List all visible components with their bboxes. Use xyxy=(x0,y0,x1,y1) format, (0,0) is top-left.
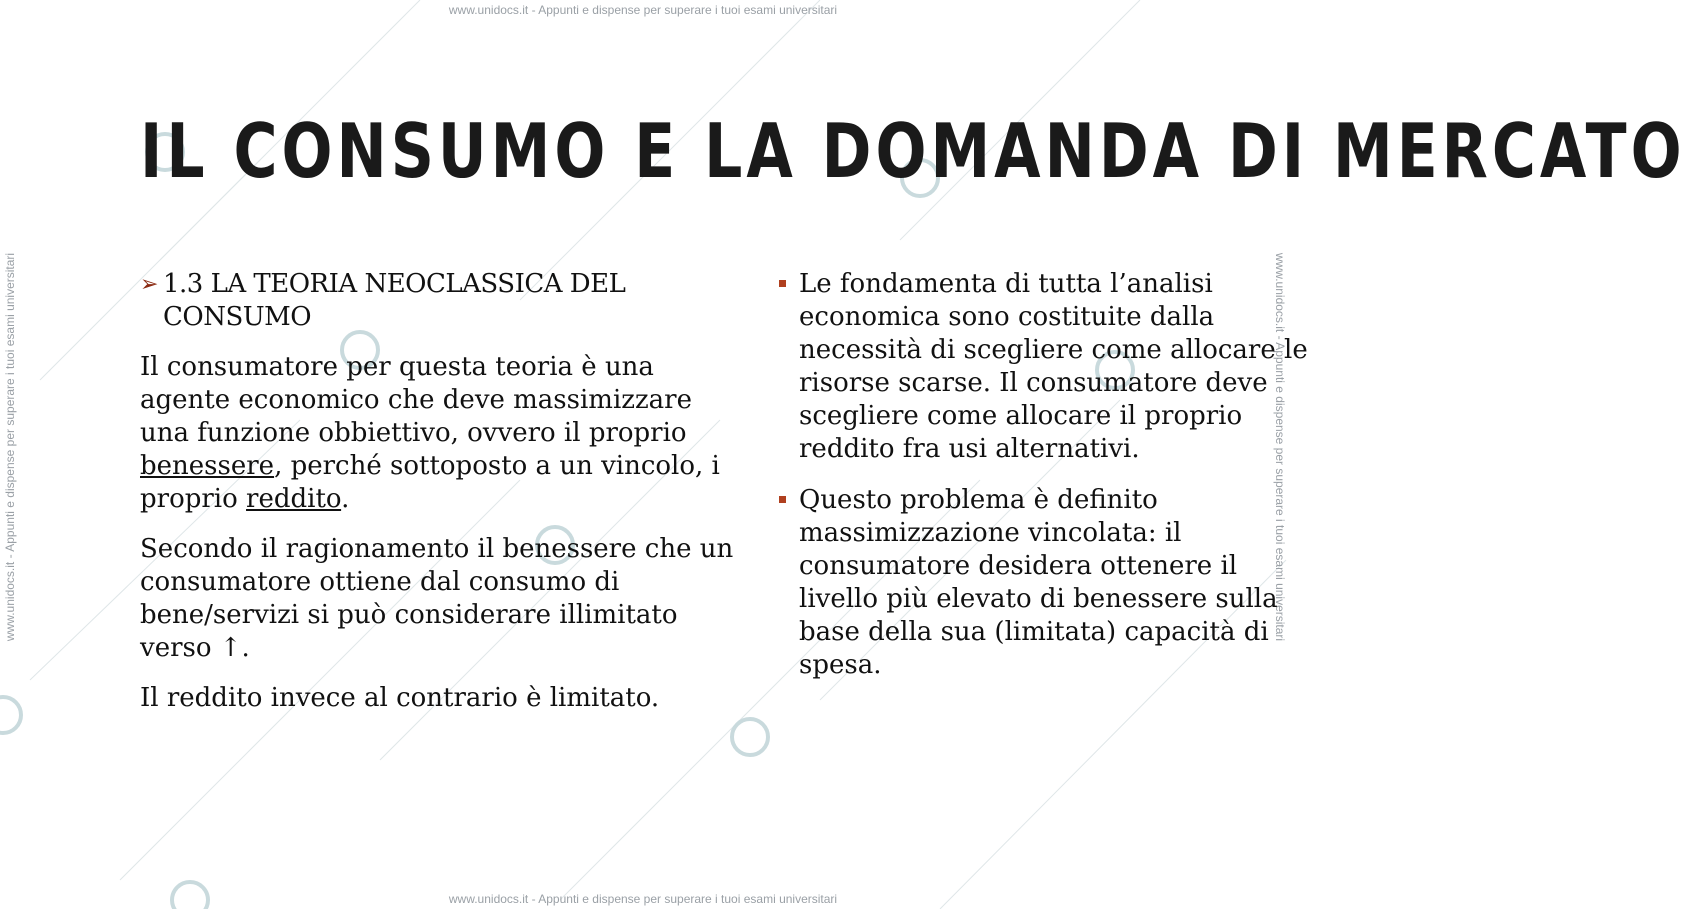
watermark-bottom: www.unidocs.it - Appunti e dispense per superare i tuoi esami universitari xyxy=(448,892,838,906)
watermark-top: www.unidocs.it - Appunti e dispense per superare i tuoi esami universitari xyxy=(448,3,838,17)
bullet-text: Le fondamenta di tutta l’analisi economica sono costituite dalla necessità di scegliere come allocare le risorse scarse. Il consumatore deve scegliere come allocare il proprio reddito fra usi alternativi. xyxy=(799,269,1308,464)
square-bullet-icon xyxy=(779,496,786,503)
bullet-text: Questo problema è definito massimizzazione vincolata: il consumatore desidera ottenere il livello più elevato di benessere sulla base della sua (limitata) capacità di spesa. xyxy=(799,485,1278,680)
watermark-right: www.unidocs.it - Appunti e dispense per superare i tuoi esami universitari xyxy=(1273,252,1287,642)
watermark-left: www.unidocs.it - Appunti e dispense per superare i tuoi esami universitari xyxy=(3,252,17,642)
paragraph-consumer-part1: Il consumatore per questa teoria è una agente economico che deve massimizzare una funzione obbiettivo, ovvero il proprio xyxy=(140,352,692,448)
bullet-item xyxy=(776,484,1319,682)
slide-title: IL CONSUMO E LA DOMANDA DI MERCATO xyxy=(140,108,1686,196)
paragraph-consumer xyxy=(140,351,740,516)
left-column xyxy=(140,268,740,715)
right-column xyxy=(776,268,1308,682)
paragraph-consumer-part2: , perché sottoposto a un vincolo, i proprio xyxy=(140,451,720,514)
section-heading-text: 1.3 LA TEORIA NEOCLASSICA DEL CONSUMO xyxy=(163,269,626,332)
paragraph-reddito: Il reddito invece al contrario è limitato. xyxy=(140,683,660,713)
bullet-item xyxy=(776,268,1319,466)
section-heading xyxy=(140,268,740,334)
paragraph-consumer-end: . xyxy=(341,484,350,514)
arrow-bullet-icon: ➢ xyxy=(140,272,158,297)
underlined-benessere: benessere xyxy=(140,451,275,481)
underlined-reddito: reddito xyxy=(246,484,342,514)
square-bullet-icon xyxy=(779,280,786,287)
paragraph-benessere: Secondo il ragionamento il benessere che un consumatore ottiene dal consumo di bene/servizi si può considerare illimitato verso ↑. xyxy=(140,534,734,663)
